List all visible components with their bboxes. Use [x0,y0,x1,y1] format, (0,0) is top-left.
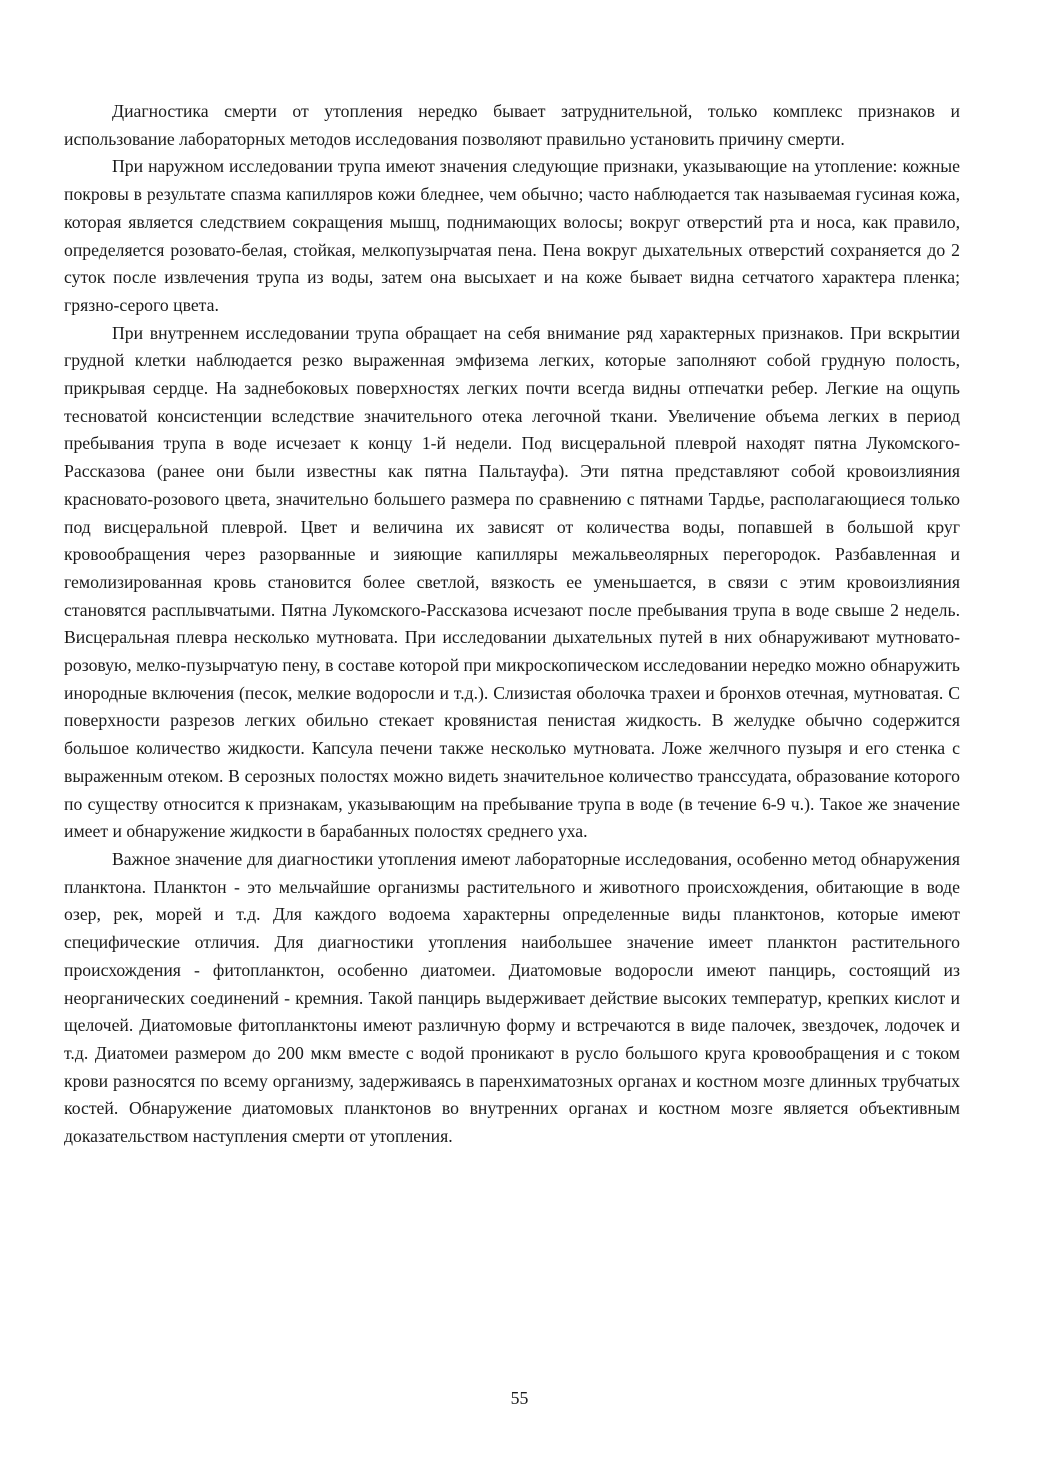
document-page [64,98,960,1151]
page-number: 55 [510,1388,529,1408]
paragraph-external-examination: При наружном исследовании трупа имеют значения следующие признаки, указывающие на утопление: кожные покровы в результате спазма капилляров кожи бледнее, чем обычно; часто наблюдается так называемая гусиная кожа, которая является следствием сокращения мышц, поднимающих волосы; вокруг отверстий рта и носа, как правило, определяется розовато-белая, стойкая, мелкопузырчатая пена. Пена вокруг дыхательных отверстий сохраняется до 2 суток после извлечения трупа из воды, затем она высыхает и на коже бывает видна сетчатого характера пленка; грязно-серого цвета. [64,156,960,315]
paragraph-internal-examination: При внутреннем исследовании трупа обращает на себя внимание ряд характерных признаков. При вскрытии грудной клетки наблюдается резко выраженная эмфизема легких, которые заполняют собой грудную полость, прикрывая сердце. На заднебоковых поверхностях легких почти всегда видны отпечатки ребер. Легкие на ощупь тесноватой консистенции вследствие значительного отека легочной ткани. Увеличение объема легких в период пребывания трупа в воде исчезает к концу 1-й недели. Под висцеральной плеврой находят пятна Лукомского-Рассказова (ранее они были известны как пятна Пальтауфа). Эти пятна представляют собой кровоизлияния красновато-розового цвета, значительно большего размера по сравнению с пятнами Тардье, располагающиеся только под висцеральной плеврой. Цвет и величина их зависят от количества воды, попавшей в большой круг кровообращения через разорванные и зияющие капилляры межальвеолярных перегородок. Разбавленная и гемолизированная кровь становится более светлой, вязкость ее уменьшается, в связи с этим кровоизлияния становятся расплывчатыми. Пятна Лукомского-Рассказова исчезают после пребывания трупа в воде свыше 2 недель. Висцеральная плевра несколько мутновата. При исследовании дыхательных путей в них обнаруживают мутновато-розовую, мелко-пузырчатую пену, в составе которой при микроскопическом исследовании нередко можно обнаружить инородные включения (песок, мелкие водоросли и т.д.). Слизистая оболочка трахеи и бронхов отечная, мутноватая. С поверхности разрезов легких обильно стекает кровянистая пенистая жидкость. В желудке обычно содержится большое количество жидкости. Капсула печени также несколько мутновата. Ложе желчного пузыря и его стенка с выраженным отеком. В серозных полостях можно видеть значительное количество транссудата, образование которого по существу относится к признакам, указывающим на пребывание трупа в воде (в течение 6-9 ч.). Такое же значение имеет и обнаружение жидкости в барабанных полостях среднего уха. [64,322,960,842]
paragraph-diagnosis-intro: Диагностика смерти от утопления нередко бывает затруднительной, только комплекс признаков и использование лабораторных методов исследования позволяют правильно установить причину смерти. [64,101,960,149]
paragraph-laboratory-methods: Важное значение для диагностики утопления имеют лабораторные исследования, особенно метод обнаружения планктона. Планктон - это мельчайшие организмы растительного и животного происхождения, обитающие в воде озер, рек, морей и т.д. Для каждого водоема характерны определенные виды планктонов, которые имеют специфические отличия. Для диагностики утопления наибольшее значение имеет планктон растительного происхождения - фитопланктон, особенно диатомеи. Диатомовые водоросли имеют панцирь, состоящий из неорганических соединений - кремния. Такой панцирь выдерживает действие высоких температур, крепких кислот и щелочей. Диатомовые фитопланктоны имеют различную форму и встречаются в виде палочек, звездочек, лодочек и т.д. Диатомеи размером до 200 мкм вместе с водой проникают в русло большого круга кровообращения и с током крови разносятся по всему организму, задерживаясь в паренхиматозных органах и костном мозге длинных трубчатых костей. Обнаружение диатомовых планктонов во внутренних органах и костном мозге является объективным доказательством наступления смерти от утопления. [64,848,960,1147]
